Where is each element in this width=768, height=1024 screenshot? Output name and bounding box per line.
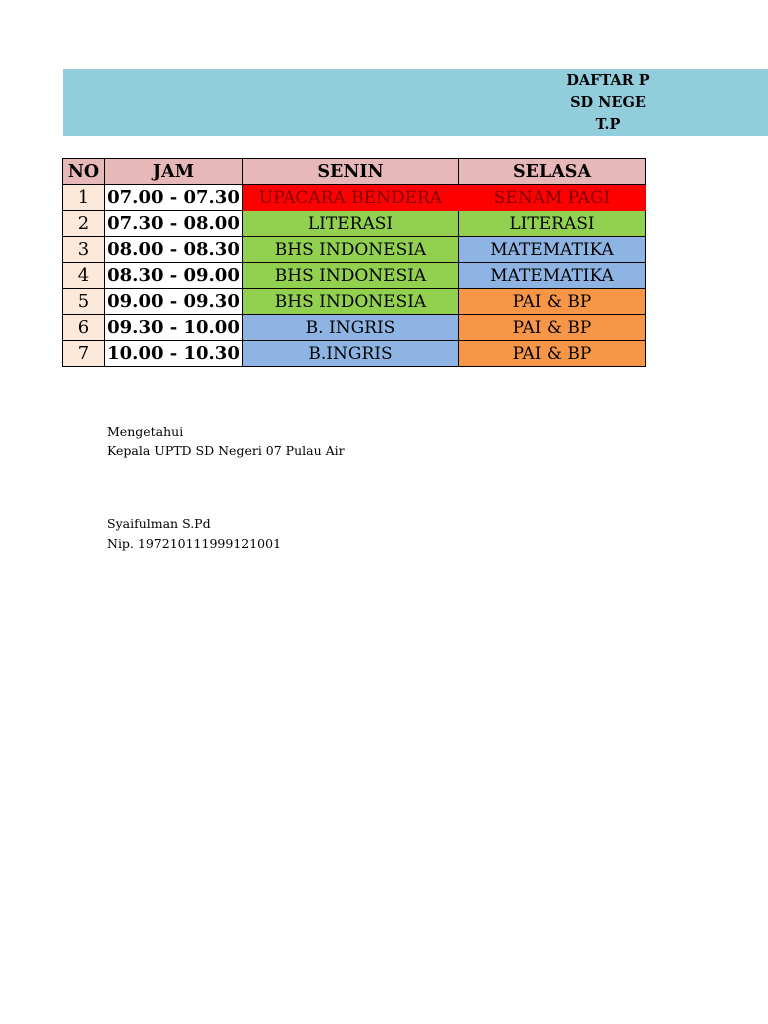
cell-jam: 07.30 - 08.00 (105, 211, 243, 237)
cell-selasa: PAI & BP (459, 289, 646, 315)
table-row (63, 315, 646, 341)
table-row (63, 237, 646, 263)
signer-nip: Nip. 197210111999121001 (107, 536, 282, 551)
schedule-table (62, 158, 646, 367)
cell-no: 6 (63, 315, 105, 341)
cell-no: 7 (63, 341, 105, 367)
cell-senin: BHS INDONESIA (243, 263, 459, 289)
title-banner (63, 69, 768, 136)
cell-senin: BHS INDONESIA (243, 289, 459, 315)
cell-senin: BHS INDONESIA (243, 237, 459, 263)
cell-jam: 08.30 - 09.00 (105, 263, 243, 289)
column-header-senin: SENIN (243, 159, 459, 185)
cell-selasa: PAI & BP (459, 315, 646, 341)
column-header-jam: JAM (105, 159, 243, 185)
cell-selasa: SENAM PAGI (459, 185, 646, 211)
cell-senin: LITERASI (243, 211, 459, 237)
cell-jam: 07.00 - 07.30 (105, 185, 243, 211)
signer-name: Syaifulman S.Pd (107, 516, 211, 531)
cell-senin: B.INGRIS (243, 341, 459, 367)
cell-jam: 08.00 - 08.30 (105, 237, 243, 263)
cell-jam: 09.00 - 09.30 (105, 289, 243, 315)
cell-selasa: PAI & BP (459, 341, 646, 367)
cell-no: 1 (63, 185, 105, 211)
cell-no: 4 (63, 263, 105, 289)
table-row (63, 263, 646, 289)
cell-selasa: MATEMATIKA (459, 263, 646, 289)
table-row (63, 289, 646, 315)
table-row (63, 185, 646, 211)
cell-no: 2 (63, 211, 105, 237)
cell-no: 5 (63, 289, 105, 315)
signer-position: Kepala UPTD SD Negeri 07 Pulau Air (107, 443, 345, 458)
cell-senin: B. INGRIS (243, 315, 459, 341)
table-header-row (63, 159, 646, 185)
title-line-1: DAFTAR P (566, 72, 650, 89)
table-row (63, 341, 646, 367)
cell-senin: UPACARA BENDERA (243, 185, 459, 211)
cell-selasa: LITERASI (459, 211, 646, 237)
column-header-no: NO (63, 159, 105, 185)
cell-jam: 10.00 - 10.30 (105, 341, 243, 367)
schedule-body (63, 185, 646, 367)
acknowledge-label: Mengetahui (107, 424, 184, 439)
title-line-3: T.P (595, 116, 621, 133)
cell-selasa: MATEMATIKA (459, 237, 646, 263)
table-row (63, 211, 646, 237)
cell-no: 3 (63, 237, 105, 263)
column-header-selasa: SELASA (459, 159, 646, 185)
cell-jam: 09.30 - 10.00 (105, 315, 243, 341)
title-line-2: SD NEGE (570, 94, 646, 111)
